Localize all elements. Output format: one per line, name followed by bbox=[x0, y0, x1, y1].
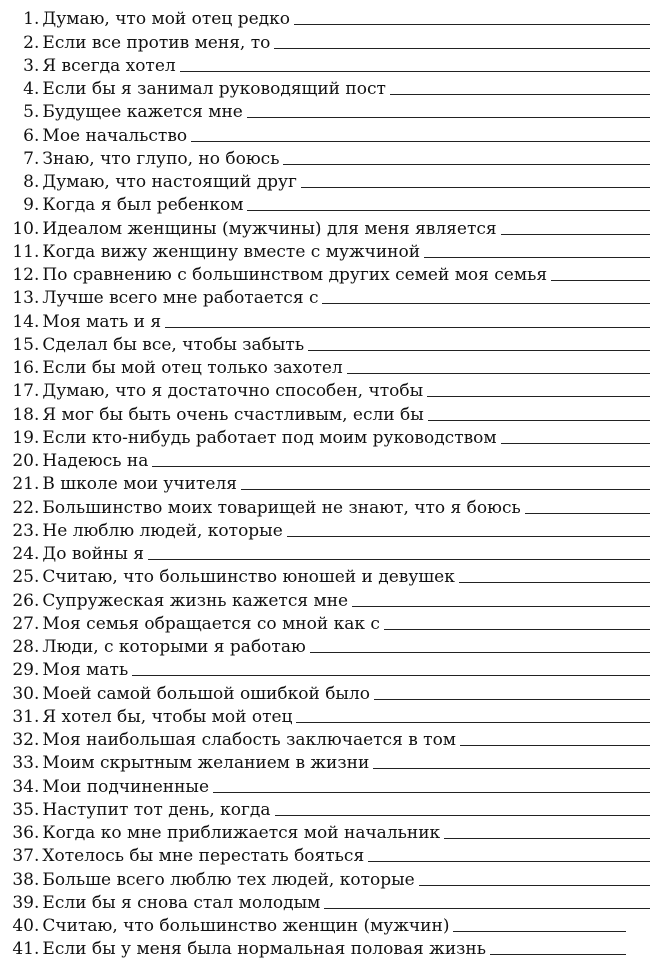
item-text: Больше всего люблю тех людей, которые bbox=[42, 869, 415, 890]
answer-blank[interactable] bbox=[459, 581, 650, 583]
item-number: 23 bbox=[12, 520, 34, 541]
answer-blank[interactable] bbox=[428, 419, 650, 421]
item-text: По сравнению с большинством других семей моя семья bbox=[42, 265, 548, 285]
item-number: 29 bbox=[12, 660, 34, 681]
item-text: Будущее кажется мне bbox=[42, 102, 243, 123]
item-text: Сделал бы все, чтобы забыть bbox=[42, 334, 305, 355]
answer-blank[interactable] bbox=[310, 651, 650, 653]
item-number: 33 bbox=[12, 753, 34, 774]
list-item: 39 . Если бы я снова стал молодым bbox=[6, 889, 650, 912]
item-text: Если бы мой отец только захотел bbox=[42, 358, 343, 378]
list-item: 22 . Большинство моих товарищей не знают, что я боюсь bbox=[6, 493, 650, 516]
answer-blank[interactable] bbox=[324, 907, 650, 909]
answer-blank[interactable] bbox=[152, 465, 650, 467]
item-number: 5 bbox=[23, 102, 34, 123]
answer-blank[interactable] bbox=[384, 628, 650, 630]
answer-blank[interactable] bbox=[132, 674, 650, 676]
list-item: 21 . В школе мои учителя bbox=[6, 470, 650, 493]
answer-blank[interactable] bbox=[490, 953, 626, 955]
item-text: Если бы я занимал руководящий пост bbox=[42, 79, 386, 99]
list-item: 36 . Когда ко мне приближается мой начальник bbox=[6, 819, 650, 842]
list-item: 16 . Если бы мой отец только захотел bbox=[6, 354, 650, 377]
item-number: 3 bbox=[23, 55, 34, 76]
item-text: Я хотел бы, чтобы мой отец bbox=[42, 706, 293, 727]
list-item: 15 . Сделал бы все, чтобы забыть bbox=[6, 331, 650, 354]
item-text: В школе мои учителя bbox=[42, 474, 237, 495]
item-text: Считаю, что большинство женщин (мужчин) bbox=[42, 916, 450, 936]
item-number: 27 bbox=[12, 613, 34, 634]
item-number: 11 bbox=[12, 241, 34, 262]
answer-blank[interactable] bbox=[419, 884, 650, 886]
item-text: Моя мать и я bbox=[42, 311, 162, 332]
answer-blank[interactable] bbox=[274, 47, 650, 49]
item-text: Моей самой большой ошибкой было bbox=[42, 683, 370, 704]
item-number: 36 bbox=[12, 823, 34, 843]
answer-blank[interactable] bbox=[241, 488, 650, 490]
answer-blank[interactable] bbox=[374, 698, 650, 700]
list-item: 8 . Думаю, что настоящий друг bbox=[6, 168, 650, 191]
item-text: Если кто-нибудь работает под моим руководством bbox=[42, 427, 497, 448]
list-item: 38 . Больше всего люблю тех людей, которые bbox=[6, 865, 650, 888]
list-item: 20 . Надеюсь на bbox=[6, 447, 650, 470]
item-text: Если бы я снова стал молодым bbox=[42, 892, 321, 913]
item-text: Мои подчиненные bbox=[42, 776, 210, 797]
list-item: 13 . Лучше всего мне работается с bbox=[6, 284, 650, 307]
list-item: 17 . Думаю, что я достаточно способен, чтобы bbox=[6, 377, 650, 400]
item-text: Люди, с которыми я работаю bbox=[42, 637, 306, 657]
item-number: 22 bbox=[12, 497, 34, 518]
item-number: 19 bbox=[12, 427, 34, 448]
item-number: 35 bbox=[12, 799, 34, 820]
item-text: Если все против меня, то bbox=[42, 32, 271, 53]
item-text: Моя наибольшая слабость заключается в том bbox=[42, 730, 457, 750]
answer-blank[interactable] bbox=[427, 395, 650, 397]
item-text: Моя мать bbox=[42, 660, 129, 681]
list-item: 6 . Мое начальство bbox=[6, 121, 650, 144]
list-item: 32 . Моя наибольшая слабость заключается в том bbox=[6, 726, 650, 749]
item-text: Когда ко мне приближается мой начальник bbox=[42, 823, 441, 843]
list-item: 11 . Когда вижу женщину вместе с мужчиной bbox=[6, 238, 650, 261]
answer-blank[interactable] bbox=[287, 535, 650, 537]
answer-blank[interactable] bbox=[347, 372, 650, 374]
item-text: Хотелось бы мне перестать бояться bbox=[42, 846, 365, 867]
list-item: 34 . Мои подчиненные bbox=[6, 772, 650, 795]
list-item: 12 . По сравнению с большинством других семей моя семья bbox=[6, 261, 650, 284]
sentence-completion-list bbox=[6, 5, 650, 958]
item-number: 7 bbox=[23, 148, 34, 169]
item-text: Мое начальство bbox=[42, 125, 188, 146]
item-text: Считаю, что большинство юношей и девушек bbox=[42, 567, 455, 588]
item-number: 17 bbox=[12, 381, 34, 402]
item-number: 12 bbox=[12, 265, 34, 285]
item-number: 32 bbox=[12, 730, 34, 750]
item-text: Большинство моих товарищей не знают, что я боюсь bbox=[42, 497, 521, 518]
answer-blank[interactable] bbox=[322, 302, 650, 304]
item-number: 1 bbox=[23, 9, 34, 30]
list-item: 4 . Если бы я занимал руководящий пост bbox=[6, 75, 650, 98]
answer-blank[interactable] bbox=[424, 256, 650, 258]
item-text: Думаю, что я достаточно способен, чтобы bbox=[42, 381, 424, 402]
item-number: 16 bbox=[12, 358, 34, 378]
list-item: 27 . Моя семья обращается со мной как с bbox=[6, 610, 650, 633]
answer-blank[interactable] bbox=[148, 558, 650, 560]
item-number: 30 bbox=[12, 683, 34, 704]
list-item: 18 . Я мог бы быть очень счастливым, если бы bbox=[6, 400, 650, 423]
answer-blank[interactable] bbox=[390, 93, 650, 95]
item-text: Не люблю людей, которые bbox=[42, 520, 283, 541]
item-text: Я мог бы быть очень счастливым, если бы bbox=[42, 404, 424, 425]
list-item: 31 . Я хотел бы, чтобы мой отец bbox=[6, 703, 650, 726]
answer-blank[interactable] bbox=[247, 209, 650, 211]
list-item: 37 . Хотелось бы мне перестать бояться bbox=[6, 842, 650, 865]
item-number: 38 bbox=[12, 869, 34, 890]
item-number: 14 bbox=[12, 311, 34, 332]
item-number: 25 bbox=[12, 567, 34, 588]
item-number: 41 bbox=[12, 939, 34, 960]
item-number: 24 bbox=[12, 544, 34, 564]
item-text: Когда вижу женщину вместе с мужчиной bbox=[42, 241, 421, 262]
answer-blank[interactable] bbox=[501, 233, 650, 235]
list-item: 9 . Когда я был ребенком bbox=[6, 191, 650, 214]
item-text: Я всегда хотел bbox=[42, 55, 176, 76]
item-text: Лучше всего мне работается с bbox=[42, 288, 319, 309]
answer-blank[interactable] bbox=[501, 442, 650, 444]
list-item: 33 . Моим скрытным желанием в жизни bbox=[6, 749, 650, 772]
answer-blank[interactable] bbox=[165, 326, 650, 328]
list-item: 7 . Знаю, что глупо, но боюсь bbox=[6, 145, 650, 168]
item-number: 9 bbox=[23, 195, 34, 216]
list-item: 23 . Не люблю людей, которые bbox=[6, 517, 650, 540]
item-text: Моим скрытным желанием в жизни bbox=[42, 753, 370, 774]
item-number: 34 bbox=[12, 776, 34, 797]
list-item: 24 . До войны я bbox=[6, 540, 650, 563]
item-number: 13 bbox=[12, 288, 34, 309]
list-item: 29 . Моя мать bbox=[6, 656, 650, 679]
list-item: 30 . Моей самой большой ошибкой было bbox=[6, 679, 650, 702]
list-item: 3 . Я всегда хотел bbox=[6, 52, 650, 75]
list-item: 41 . Если бы у меня была нормальная половая жизнь bbox=[6, 935, 650, 958]
item-number: 8 bbox=[23, 172, 34, 192]
item-number: 2 bbox=[23, 32, 34, 53]
item-number: 40 bbox=[12, 916, 34, 936]
list-item: 28 . Люди, с которыми я работаю bbox=[6, 633, 650, 656]
item-text: Когда я был ребенком bbox=[42, 195, 244, 216]
list-item: 25 . Считаю, что большинство юношей и девушек bbox=[6, 563, 650, 586]
answer-blank[interactable] bbox=[191, 140, 650, 142]
list-item: 26 . Супружеская жизнь кажется мне bbox=[6, 586, 650, 609]
answer-blank[interactable] bbox=[247, 116, 650, 118]
answer-blank[interactable] bbox=[296, 721, 650, 723]
item-text: До войны я bbox=[42, 544, 144, 564]
list-item: 35 . Наступит тот день, когда bbox=[6, 796, 650, 819]
answer-blank[interactable] bbox=[301, 186, 650, 188]
item-number: 4 bbox=[23, 79, 34, 99]
list-item: 1 . Думаю, что мой отец редко bbox=[6, 5, 650, 28]
item-number: 31 bbox=[12, 706, 34, 727]
item-text: Супружеская жизнь кажется мне bbox=[42, 590, 349, 611]
item-text: Думаю, что настоящий друг bbox=[42, 172, 297, 192]
answer-blank[interactable] bbox=[444, 837, 650, 839]
list-item: 40 . Считаю, что большинство женщин (мужчин) bbox=[6, 912, 650, 935]
answer-blank[interactable] bbox=[308, 349, 650, 351]
item-text: Моя семья обращается со мной как с bbox=[42, 613, 380, 634]
item-number: 26 bbox=[12, 590, 34, 611]
list-item: 19 . Если кто-нибудь работает под моим руководством bbox=[6, 424, 650, 447]
list-item: 10 . Идеалом женщины (мужчины) для меня является bbox=[6, 214, 650, 237]
item-text: Думаю, что мой отец редко bbox=[42, 9, 290, 30]
item-text: Наступит тот день, когда bbox=[42, 799, 271, 820]
answer-blank[interactable] bbox=[352, 605, 650, 607]
item-text: Если бы у меня была нормальная половая жизнь bbox=[42, 939, 487, 960]
list-item: 14 . Моя мать и я bbox=[6, 307, 650, 330]
item-number: 39 bbox=[12, 892, 34, 913]
item-number: 21 bbox=[12, 474, 34, 495]
item-text: Идеалом женщины (мужчины) для меня является bbox=[42, 218, 497, 239]
item-number: 10 bbox=[12, 218, 34, 239]
answer-blank[interactable] bbox=[525, 512, 650, 514]
item-text: Надеюсь на bbox=[42, 451, 149, 471]
answer-blank[interactable] bbox=[460, 744, 650, 746]
item-text: Знаю, что глупо, но боюсь bbox=[42, 148, 280, 169]
answer-blank[interactable] bbox=[180, 70, 650, 72]
item-number: 37 bbox=[12, 846, 34, 867]
answer-blank[interactable] bbox=[213, 791, 650, 793]
item-number: 15 bbox=[12, 334, 34, 355]
answer-blank[interactable] bbox=[275, 814, 650, 816]
item-number: 28 bbox=[12, 637, 34, 657]
item-number: 20 bbox=[12, 451, 34, 471]
item-number: 18 bbox=[12, 404, 34, 425]
answer-blank[interactable] bbox=[373, 767, 650, 769]
answer-blank[interactable] bbox=[453, 930, 626, 932]
item-number: 6 bbox=[23, 125, 34, 146]
list-item: 2 . Если все против меня, то bbox=[6, 28, 650, 51]
answer-blank[interactable] bbox=[294, 23, 650, 25]
list-item: 5 . Будущее кажется мне bbox=[6, 98, 650, 121]
answer-blank[interactable] bbox=[368, 860, 650, 862]
answer-blank[interactable] bbox=[551, 279, 650, 281]
answer-blank[interactable] bbox=[283, 163, 650, 165]
